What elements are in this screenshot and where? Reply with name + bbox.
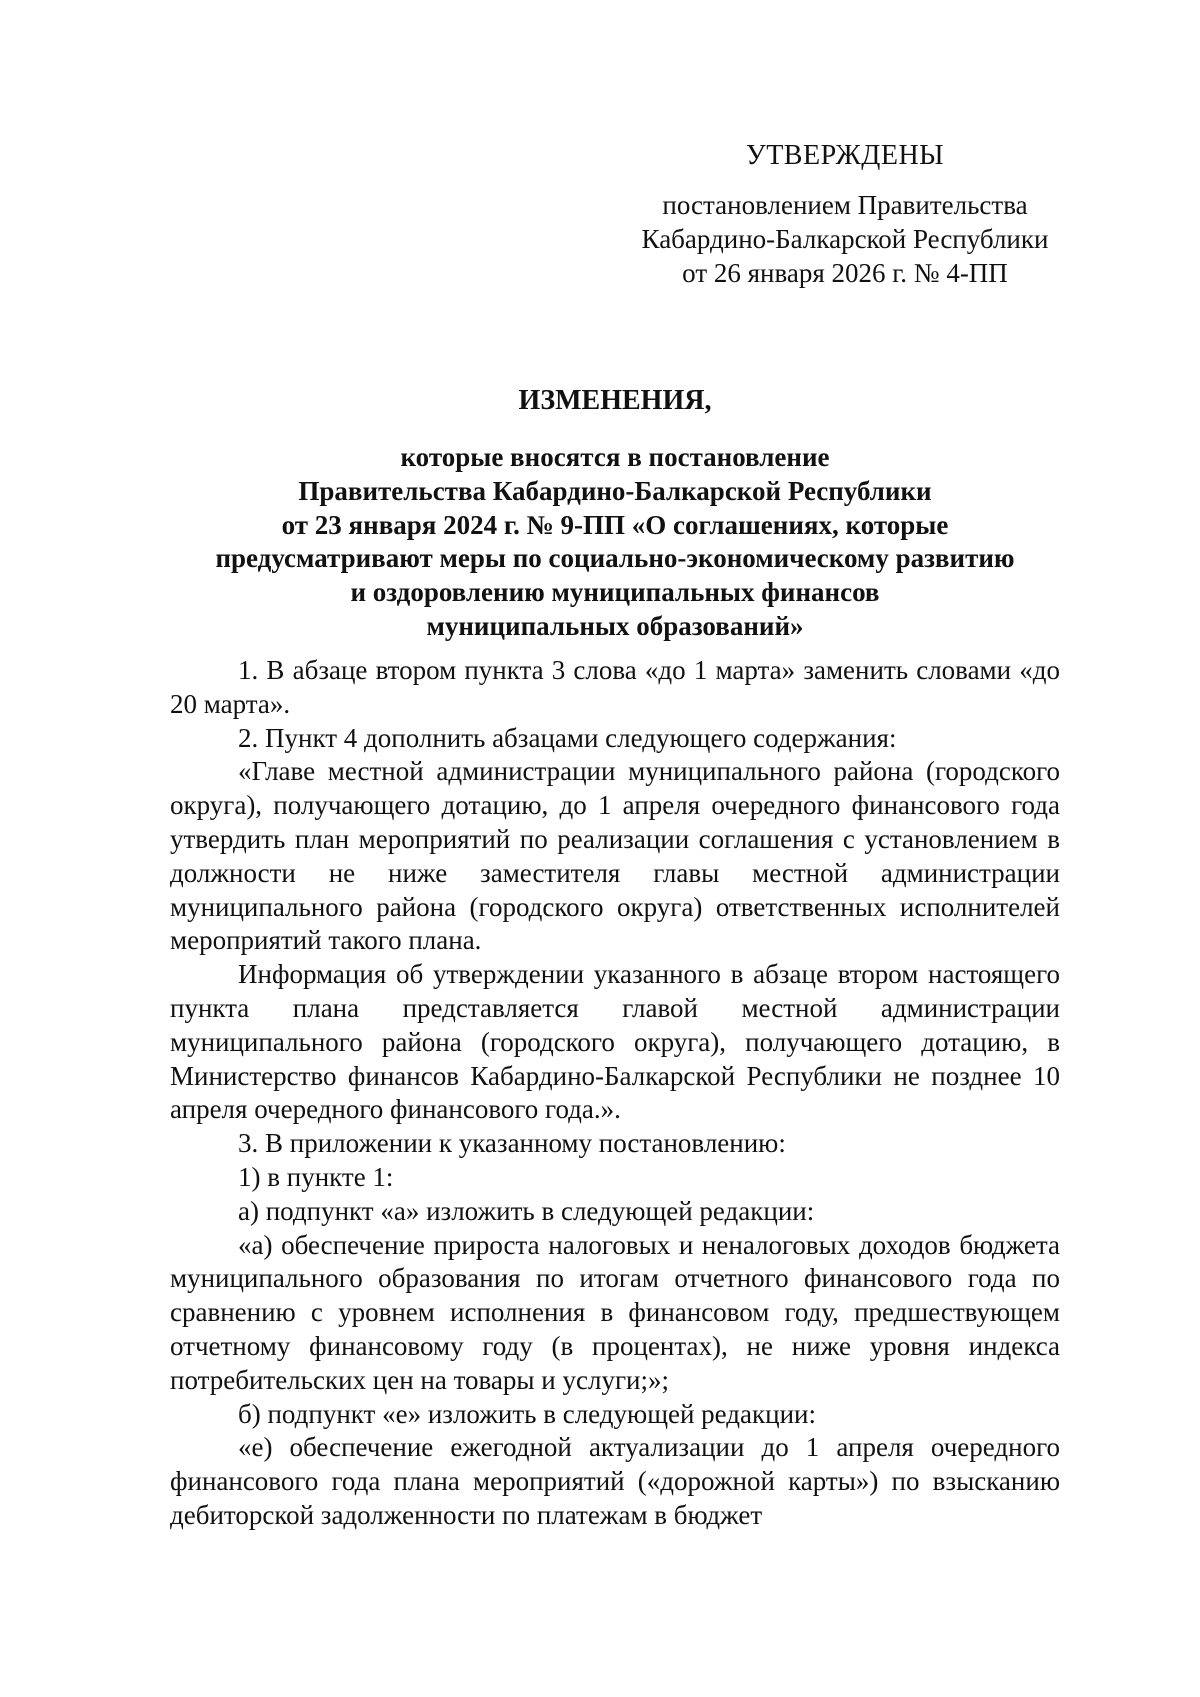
body-paragraph: «е) обеспечение ежегодной актуализации до 1 апреля очередного финансового года плана мероприятий («дорожной карты») по взысканию дебиторской задолженности по платежам в бюджет bbox=[170, 1432, 1060, 1530]
body-paragraph: 1) в пункте 1: bbox=[238, 1161, 394, 1192]
title-heading: ИЗМЕНЕНИЯ, bbox=[518, 385, 712, 416]
approval-line-1: постановлением Правительства bbox=[662, 190, 1028, 220]
body-paragraph: 1. В абзаце втором пункта 3 слова «до 1 марта» заменить словами «до 20 марта». bbox=[170, 655, 1060, 719]
approval-stamp bbox=[610, 138, 1080, 290]
body-paragraph: Информация об утверждении указанного в абзаце втором настоящего пункта плана представляется главой местной администрации муниципального района (городского округа), получающего дотацию, в Министерство финансов Кабардино-Балкарской Республики не позднее 10 апреля очередного финансового года.». bbox=[170, 959, 1060, 1125]
title-line: которые вносятся в постановление bbox=[400, 442, 830, 472]
title-line: предусматривают меры по социально-экономическому развитию bbox=[215, 543, 1015, 574]
body-paragraph: «Главе местной администрации муниципального района (городского округа), получающего дотацию, до 1 апреля очередного финансового года утвердить план мероприятий по реализации соглашения с установлением в должности не ниже заместителя главы местной администрации муниципального района (городского округа) ответственных исполнителей мероприятий такого плана. bbox=[170, 756, 1060, 956]
approval-line-2: Кабардино-Балкарской Республики bbox=[641, 224, 1049, 254]
title-line: от 23 января 2024 г. № 9-ПП «О соглашениях, которые bbox=[281, 509, 949, 540]
document-body bbox=[170, 654, 1060, 1533]
approval-line-3: от 26 января 2026 г. № 4-ПП bbox=[682, 258, 1008, 288]
body-paragraph: «а) обеспечение прироста налоговых и неналоговых доходов бюджета муниципального образования по итогам отчетного финансового года по сравнению с уровнем исполнения в финансовом году, предшествующем отчетному финансовому году (в процентах), не ниже уровня индекса потребительских цен на товары и услуги;»; bbox=[170, 1229, 1060, 1395]
approval-heading: УТВЕРЖДЕНЫ bbox=[745, 140, 945, 171]
title-line: Правительства Кабардино-Балкарской Республики bbox=[298, 475, 932, 506]
body-paragraph: 2. Пункт 4 дополнить абзацами следующего содержания: bbox=[238, 722, 897, 753]
title-line: и оздоровлению муниципальных финансов bbox=[350, 577, 880, 608]
body-paragraph: б) подпункт «е» изложить в следующей редакции: bbox=[238, 1398, 816, 1429]
body-paragraph: 3. В приложении к указанному постановлению: bbox=[238, 1128, 786, 1159]
document-title bbox=[170, 383, 1060, 644]
body-paragraph: а) подпункт «а» изложить в следующей редакции: bbox=[238, 1195, 815, 1226]
title-line: муниципальных образований» bbox=[426, 610, 804, 641]
